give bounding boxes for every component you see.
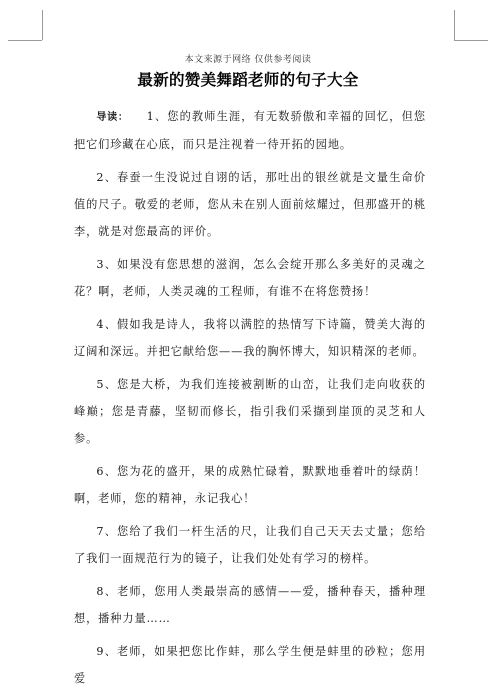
paragraph: 9、老师，如果把您比作蚌，那么学生便是蚌里的砂粒；您用爱: [74, 645, 426, 685]
crop-mark: [42, 10, 43, 40]
paragraph: 5、您是大桥，为我们连接被割断的山峦，让我们走向收获的峰巅；您是青藤，坚韧而修长，指引我们采撷到崖顶的灵芝和人参。: [74, 378, 426, 445]
paragraph: 6、您为花的盛开，果的成熟忙碌着，默默地垂着叶的绿荫！啊，老师，您的精神，永记我心！: [74, 465, 426, 505]
crop-mark: [454, 10, 455, 40]
page-title: 最新的赞美舞蹈老师的句子大全: [137, 71, 359, 89]
article-body: [74, 103, 426, 698]
paragraph: 8、老师，您用人类最崇高的感情——爱，播种春天，播种理想，播种力量……: [74, 585, 426, 625]
source-note: 本文来源于网络 仅供参考阅读: [184, 55, 312, 65]
paragraph: 7、您给了我们一杆生活的尺，让我们自己天天去丈量；您给了我们一面规范行为的镜子，让我们处处有学习的榜样。: [74, 525, 426, 565]
paragraph: 4、假如我是诗人，我将以满腔的热情写下诗篇，赞美大海的辽阔和深远。并把它献给您——我的胸怀博大，知识精深的老师。: [74, 318, 426, 358]
intro-text: 1、您的教师生涯，有无数骄傲和幸福的回忆，但您把它们珍藏在心底，而只是注视着一待开拓的园地。: [74, 110, 427, 151]
paragraph: 3、如果没有您思想的滋润，怎么会绽开那么多美好的灵魂之花？啊，老师，人类灵魂的工程师，有谁不在将您赞扬！: [74, 258, 426, 298]
intro-label: 导读：: [96, 112, 129, 123]
intro-paragraph: [74, 103, 426, 158]
crop-mark: [8, 40, 42, 41]
paragraph: 2、春蚕一生没说过自诩的话，那吐出的银丝就是文量生命价值的尺子。敬爱的老师，您从未在别人面前炫耀过，但那盛开的桃李，就是对您最高的评价。: [74, 171, 426, 238]
crop-mark: [454, 40, 488, 41]
